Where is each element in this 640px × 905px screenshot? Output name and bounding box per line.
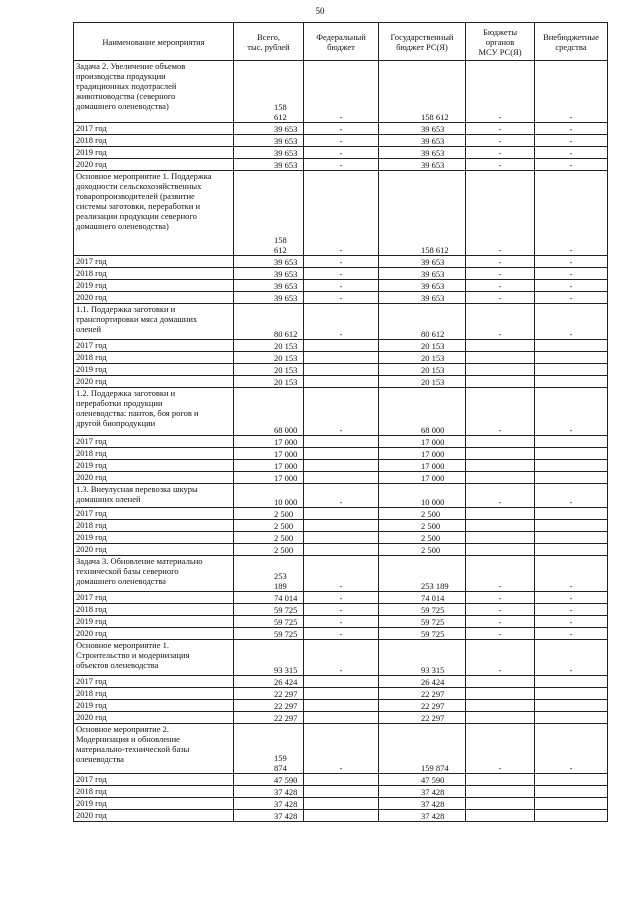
cell-state: 159 874: [379, 724, 466, 774]
cell-federal: -: [304, 61, 379, 123]
row-name: 2020 год: [74, 376, 234, 388]
cell-total: 253 189: [234, 556, 304, 592]
cell-federal: [304, 376, 379, 388]
cell-extrabudget: -: [535, 556, 608, 592]
cell-total: 39 653: [234, 268, 304, 280]
row-name: 2018 год: [74, 688, 234, 700]
cell-state: 68 000: [379, 388, 466, 436]
cell-msu: -: [466, 159, 535, 171]
cell-state: 37 428: [379, 786, 466, 798]
year-row: [74, 268, 608, 280]
cell-total: 39 653: [234, 147, 304, 159]
row-name: 2018 год: [74, 135, 234, 147]
cell-federal: -: [304, 135, 379, 147]
cell-msu: -: [466, 388, 535, 436]
cell-extrabudget: [535, 508, 608, 520]
cell-total: 80 612: [234, 304, 304, 340]
cell-msu: -: [466, 268, 535, 280]
cell-total: 2 500: [234, 520, 304, 532]
row-name: Основное мероприятие 1. Строительство и модернизация объектов оленеводства: [74, 640, 234, 676]
year-row: [74, 676, 608, 688]
cell-federal: [304, 786, 379, 798]
cell-state: 59 725: [379, 628, 466, 640]
row-name: 2019 год: [74, 460, 234, 472]
cell-extrabudget: -: [535, 388, 608, 436]
cell-state: 93 315: [379, 640, 466, 676]
row-name: 2017 год: [74, 340, 234, 352]
cell-state: 158 612: [379, 171, 466, 256]
row-name: 2019 год: [74, 364, 234, 376]
cell-total: 59 725: [234, 616, 304, 628]
cell-federal: [304, 700, 379, 712]
cell-msu: [466, 532, 535, 544]
cell-extrabudget: -: [535, 304, 608, 340]
cell-msu: -: [466, 123, 535, 135]
cell-msu: -: [466, 724, 535, 774]
row-name: 2020 год: [74, 159, 234, 171]
row-name: 2019 год: [74, 280, 234, 292]
cell-total: 26 424: [234, 676, 304, 688]
cell-total: 68 000: [234, 388, 304, 436]
cell-federal: [304, 676, 379, 688]
cell-federal: [304, 688, 379, 700]
cell-state: 253 189: [379, 556, 466, 592]
cell-msu: -: [466, 592, 535, 604]
cell-extrabudget: -: [535, 268, 608, 280]
cell-total: 39 653: [234, 280, 304, 292]
header-state: Государственный бюджет РС(Я): [379, 23, 466, 61]
cell-msu: -: [466, 604, 535, 616]
cell-federal: [304, 532, 379, 544]
cell-federal: [304, 520, 379, 532]
cell-federal: [304, 340, 379, 352]
cell-extrabudget: -: [535, 159, 608, 171]
row-name: 2017 год: [74, 774, 234, 786]
cell-msu: [466, 352, 535, 364]
year-row: [74, 135, 608, 147]
cell-extrabudget: [535, 712, 608, 724]
cell-state: 37 428: [379, 810, 466, 822]
year-row: [74, 340, 608, 352]
row-name: 2018 год: [74, 268, 234, 280]
row-name: 2018 год: [74, 786, 234, 798]
cell-federal: -: [304, 147, 379, 159]
cell-msu: [466, 448, 535, 460]
cell-total: 39 653: [234, 159, 304, 171]
cell-msu: [466, 676, 535, 688]
row-name: Задача 2. Увеличение объемов производства продукции традиционных подотраслей животноводства (северного домашнего оленеводства): [74, 61, 234, 123]
cell-msu: [466, 364, 535, 376]
cell-msu: -: [466, 640, 535, 676]
row-name: 1.3. Внеулусная перевозка шкуры домашних оленей: [74, 484, 234, 508]
cell-state: 20 153: [379, 364, 466, 376]
cell-state: 59 725: [379, 616, 466, 628]
year-row: [74, 292, 608, 304]
cell-msu: [466, 436, 535, 448]
year-row: [74, 364, 608, 376]
cell-total: 17 000: [234, 448, 304, 460]
row-name: 2017 год: [74, 508, 234, 520]
row-name: Задача 3. Обновление материально технической базы северного домашнего оленеводства: [74, 556, 234, 592]
row-name: Основное мероприятие 2. Модернизация и обновление материально-технической базы оленеводства: [74, 724, 234, 774]
cell-federal: -: [304, 616, 379, 628]
cell-state: 80 612: [379, 304, 466, 340]
cell-msu: [466, 508, 535, 520]
cell-extrabudget: -: [535, 604, 608, 616]
year-row: [74, 352, 608, 364]
cell-federal: [304, 508, 379, 520]
cell-state: 39 653: [379, 123, 466, 135]
row-name: 1.1. Поддержка заготовки и транспортировки мяса домашних оленей: [74, 304, 234, 340]
row-name: 2018 год: [74, 448, 234, 460]
cell-federal: -: [304, 388, 379, 436]
cell-total: 17 000: [234, 460, 304, 472]
year-row: [74, 472, 608, 484]
cell-extrabudget: [535, 436, 608, 448]
cell-state: 39 653: [379, 268, 466, 280]
cell-state: 22 297: [379, 688, 466, 700]
cell-federal: -: [304, 484, 379, 508]
cell-total: 10 000: [234, 484, 304, 508]
cell-extrabudget: [535, 676, 608, 688]
cell-extrabudget: -: [535, 292, 608, 304]
cell-msu: [466, 688, 535, 700]
cell-msu: -: [466, 147, 535, 159]
row-name: 2020 год: [74, 810, 234, 822]
cell-total: 37 428: [234, 798, 304, 810]
cell-total: 158 612: [234, 171, 304, 256]
cell-total: 158 612: [234, 61, 304, 123]
year-row: [74, 712, 608, 724]
cell-state: 39 653: [379, 147, 466, 159]
cell-total: 22 297: [234, 700, 304, 712]
cell-total: 2 500: [234, 508, 304, 520]
header-name: Наименование мероприятия: [74, 23, 234, 61]
cell-federal: -: [304, 171, 379, 256]
year-row: [74, 280, 608, 292]
year-row: [74, 544, 608, 556]
cell-extrabudget: -: [535, 171, 608, 256]
cell-msu: -: [466, 280, 535, 292]
cell-msu: -: [466, 135, 535, 147]
cell-state: 39 653: [379, 280, 466, 292]
row-name: 2019 год: [74, 616, 234, 628]
year-row: [74, 604, 608, 616]
year-row: [74, 688, 608, 700]
cell-state: 2 500: [379, 532, 466, 544]
cell-state: 20 153: [379, 340, 466, 352]
cell-state: 26 424: [379, 676, 466, 688]
cell-federal: -: [304, 640, 379, 676]
cell-extrabudget: -: [535, 256, 608, 268]
cell-federal: -: [304, 304, 379, 340]
cell-extrabudget: [535, 364, 608, 376]
cell-state: 158 612: [379, 61, 466, 123]
cell-state: 20 153: [379, 376, 466, 388]
measure-row: [74, 724, 608, 774]
cell-extrabudget: -: [535, 280, 608, 292]
cell-msu: [466, 786, 535, 798]
cell-extrabudget: [535, 774, 608, 786]
year-row: [74, 159, 608, 171]
cell-msu: [466, 340, 535, 352]
header-extrabudget: Внебюджетные средства: [535, 23, 608, 61]
cell-extrabudget: -: [535, 123, 608, 135]
year-row: [74, 810, 608, 822]
cell-msu: [466, 520, 535, 532]
row-name: 2019 год: [74, 798, 234, 810]
cell-federal: -: [304, 123, 379, 135]
year-row: [74, 147, 608, 159]
cell-extrabudget: -: [535, 592, 608, 604]
cell-msu: [466, 774, 535, 786]
cell-msu: [466, 376, 535, 388]
cell-msu: -: [466, 616, 535, 628]
cell-federal: -: [304, 724, 379, 774]
cell-federal: [304, 798, 379, 810]
cell-extrabudget: [535, 472, 608, 484]
row-name: 2017 год: [74, 676, 234, 688]
cell-extrabudget: -: [535, 628, 608, 640]
cell-extrabudget: [535, 340, 608, 352]
cell-state: 17 000: [379, 460, 466, 472]
cell-total: 39 653: [234, 135, 304, 147]
header-total: Всего, тыс. рублей: [234, 23, 304, 61]
measure-row: [74, 61, 608, 123]
cell-state: 2 500: [379, 544, 466, 556]
year-row: [74, 592, 608, 604]
cell-extrabudget: [535, 520, 608, 532]
row-name: 2020 год: [74, 544, 234, 556]
cell-msu: [466, 798, 535, 810]
cell-federal: -: [304, 292, 379, 304]
cell-state: 39 653: [379, 135, 466, 147]
cell-total: 93 315: [234, 640, 304, 676]
cell-extrabudget: -: [535, 616, 608, 628]
row-name: 2020 год: [74, 712, 234, 724]
budget-table: [73, 22, 608, 822]
cell-extrabudget: [535, 688, 608, 700]
cell-state: 2 500: [379, 508, 466, 520]
cell-msu: [466, 472, 535, 484]
year-row: [74, 520, 608, 532]
row-name: 2017 год: [74, 123, 234, 135]
cell-total: 20 153: [234, 352, 304, 364]
cell-extrabudget: [535, 544, 608, 556]
cell-extrabudget: [535, 532, 608, 544]
cell-msu: -: [466, 628, 535, 640]
cell-total: 59 725: [234, 628, 304, 640]
header-msu: Бюджеты органов МСУ РС(Я): [466, 23, 535, 61]
cell-msu: [466, 712, 535, 724]
row-name: 2017 год: [74, 256, 234, 268]
year-row: [74, 436, 608, 448]
cell-federal: -: [304, 256, 379, 268]
cell-msu: [466, 810, 535, 822]
row-name: 2018 год: [74, 520, 234, 532]
year-row: [74, 376, 608, 388]
row-name: 2017 год: [74, 592, 234, 604]
cell-total: 159 874: [234, 724, 304, 774]
cell-total: 39 653: [234, 123, 304, 135]
row-name: 2017 год: [74, 436, 234, 448]
cell-msu: -: [466, 61, 535, 123]
year-row: [74, 460, 608, 472]
cell-extrabudget: [535, 700, 608, 712]
cell-state: 47 590: [379, 774, 466, 786]
row-name: 2018 год: [74, 604, 234, 616]
cell-msu: -: [466, 256, 535, 268]
row-name: 2019 год: [74, 147, 234, 159]
cell-state: 74 014: [379, 592, 466, 604]
cell-total: 17 000: [234, 472, 304, 484]
cell-msu: -: [466, 304, 535, 340]
cell-federal: [304, 364, 379, 376]
year-row: [74, 532, 608, 544]
cell-state: 39 653: [379, 256, 466, 268]
cell-total: 17 000: [234, 436, 304, 448]
cell-extrabudget: [535, 798, 608, 810]
cell-extrabudget: -: [535, 484, 608, 508]
measure-row: [74, 171, 608, 256]
cell-extrabudget: -: [535, 724, 608, 774]
cell-state: 17 000: [379, 448, 466, 460]
cell-msu: -: [466, 556, 535, 592]
cell-msu: -: [466, 484, 535, 508]
measure-row: [74, 304, 608, 340]
year-row: [74, 448, 608, 460]
cell-total: 22 297: [234, 688, 304, 700]
row-name: 1.2. Поддержка заготовки и переработки продукции оленеводства: пантов, боя рогов и другой биопродукции: [74, 388, 234, 436]
cell-extrabudget: -: [535, 61, 608, 123]
cell-total: 37 428: [234, 786, 304, 798]
cell-federal: [304, 810, 379, 822]
cell-extrabudget: -: [535, 640, 608, 676]
row-name: 2018 год: [74, 352, 234, 364]
cell-total: 2 500: [234, 544, 304, 556]
measure-row: [74, 388, 608, 436]
cell-federal: [304, 448, 379, 460]
row-name: 2020 год: [74, 472, 234, 484]
row-name: 2019 год: [74, 700, 234, 712]
year-row: [74, 616, 608, 628]
row-name: Основное мероприятие 1. Поддержка доходности сельскохозяйственных товаропроизводителей (развитие системы заготовки, переработки и реализации продукции северного домашнего оленеводства): [74, 171, 234, 256]
cell-state: 2 500: [379, 520, 466, 532]
cell-state: 10 000: [379, 484, 466, 508]
year-row: [74, 700, 608, 712]
cell-federal: [304, 472, 379, 484]
cell-total: 39 653: [234, 256, 304, 268]
page-number: 50: [315, 6, 325, 16]
measure-row: [74, 640, 608, 676]
row-name: 2020 год: [74, 292, 234, 304]
year-row: [74, 774, 608, 786]
cell-state: 22 297: [379, 700, 466, 712]
cell-federal: [304, 460, 379, 472]
cell-state: 17 000: [379, 436, 466, 448]
cell-federal: [304, 774, 379, 786]
cell-extrabudget: -: [535, 135, 608, 147]
cell-total: 39 653: [234, 292, 304, 304]
header-row: [74, 23, 608, 61]
cell-federal: [304, 436, 379, 448]
cell-msu: [466, 700, 535, 712]
year-row: [74, 786, 608, 798]
cell-extrabudget: [535, 352, 608, 364]
cell-total: 22 297: [234, 712, 304, 724]
cell-federal: -: [304, 268, 379, 280]
cell-total: 59 725: [234, 604, 304, 616]
cell-federal: -: [304, 556, 379, 592]
row-name: 2020 год: [74, 628, 234, 640]
cell-total: 2 500: [234, 532, 304, 544]
cell-federal: -: [304, 592, 379, 604]
cell-total: 74 014: [234, 592, 304, 604]
year-row: [74, 508, 608, 520]
cell-extrabudget: [535, 460, 608, 472]
cell-total: 20 153: [234, 340, 304, 352]
cell-extrabudget: [535, 786, 608, 798]
cell-federal: -: [304, 159, 379, 171]
measure-row: [74, 484, 608, 508]
cell-total: 37 428: [234, 810, 304, 822]
cell-state: 37 428: [379, 798, 466, 810]
cell-extrabudget: -: [535, 147, 608, 159]
row-name: 2019 год: [74, 532, 234, 544]
cell-federal: -: [304, 280, 379, 292]
cell-federal: -: [304, 604, 379, 616]
cell-state: 20 153: [379, 352, 466, 364]
cell-state: 22 297: [379, 712, 466, 724]
cell-total: 20 153: [234, 364, 304, 376]
cell-extrabudget: [535, 448, 608, 460]
cell-extrabudget: [535, 376, 608, 388]
cell-state: 39 653: [379, 159, 466, 171]
cell-federal: [304, 712, 379, 724]
cell-extrabudget: [535, 810, 608, 822]
cell-federal: [304, 352, 379, 364]
header-federal: Федеральный бюджет: [304, 23, 379, 61]
year-row: [74, 123, 608, 135]
cell-msu: -: [466, 171, 535, 256]
cell-federal: [304, 544, 379, 556]
cell-state: 17 000: [379, 472, 466, 484]
cell-total: 20 153: [234, 376, 304, 388]
measure-row: [74, 556, 608, 592]
year-row: [74, 628, 608, 640]
year-row: [74, 256, 608, 268]
cell-state: 59 725: [379, 604, 466, 616]
cell-msu: [466, 544, 535, 556]
year-row: [74, 798, 608, 810]
cell-msu: [466, 460, 535, 472]
cell-state: 39 653: [379, 292, 466, 304]
cell-federal: -: [304, 628, 379, 640]
cell-total: 47 590: [234, 774, 304, 786]
cell-msu: -: [466, 292, 535, 304]
